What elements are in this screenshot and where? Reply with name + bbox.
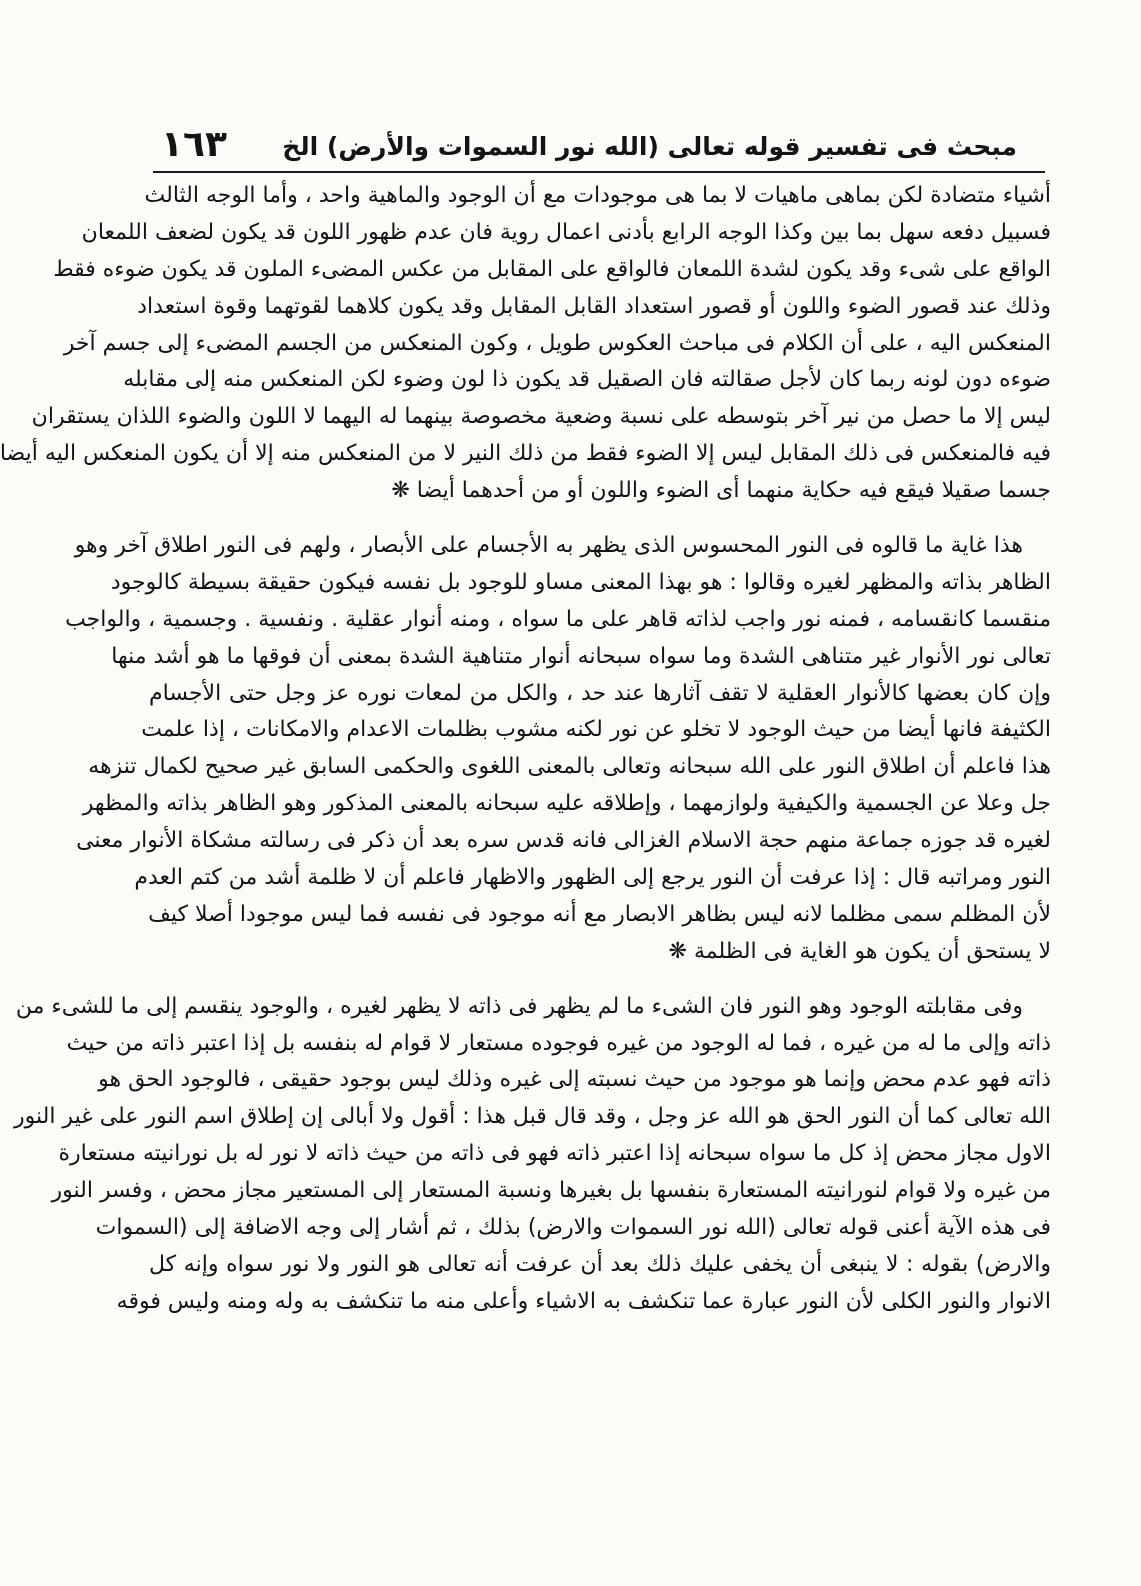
text-line: جل وعلا عن الجسمية والكيفية ولوازمهما ، وإطلاقه عليه سبحانه بالمعنى المذكور وهو الظاهر بذاته والمظهر [82,791,1051,817]
paragraph-gap [149,510,1051,528]
running-header [153,118,1045,174]
text-line: لغيره قد جوزه جماعة منهم حجة الاسلام الغزالى فانه قدس سره بعد أن ذكر فى رسالته مشكاة الأنوار معنى [76,828,1051,854]
body-text [0,178,1051,1321]
text-line: الله تعالى كما أن النور الحق هو الله عز وجل ، وقد قال قبل هذا : أقول ولا أبالى إن إطلاق اسم النور على غير النور [14,1104,1051,1130]
text-line: ليس إلا ما حصل من نير آخر بتوسطه على نسبة وضعية مخصوصة بينهما له اليهما لا اللون والضوء اللذان يستقران [31,404,1051,430]
text-line: تعالى نور الأنوار غير متناهى الشدة وما سواه سبحانه أنوار متناهية الشدة بمعنى أن فوقها ما هو أشد منها [111,643,1051,669]
text-line: ضوءه دون لونه ربما كان لأجل صقالته فان الصقيل قد يكون ذا لون وضوء لكن المنعكس منه إلى مقابله [123,367,1051,393]
text-line: وذلك عند قصور الضوء واللون أو قصور استعداد القابل المقابل وقد يكون كلاهما لقوتهما وقوة استعداد [137,293,1051,319]
text-line: الانوار والنور الكلى لأن النور عبارة عما تنكشف به الاشياء وأعلى منه ما تنكشف به وله ومنه وليس فوقه [116,1288,1051,1314]
text-line: هذا غاية ما قالوه فى النور المحسوس الذى يظهر به الأجسام على الأبصار ، ولهم فى النور اطلاق آخر وهو [74,533,1023,559]
text-line: ذاته وإلى ما له من غيره ، فما له الوجود من غيره فوجوده مستعار لا قوام له بنفسه بل إذا اعتبر ذاته من حيث [66,1030,1051,1056]
text-line: أشياء متضادة لكن بماهى ماهيات لا بما هى موجودات مع أن الوجود والماهية واحد ، وأما الوجه الثالث [144,183,1051,208]
page-number: ١٦٣ [161,124,227,165]
text-line: فيه فالمنعكس فى ذلك المقابل ليس إلا الضوء فقط من ذلك النير لا من المنعكس منه إلا أن يكون المنعكس اليه أيضا [0,441,1051,467]
text-line: من غيره ولا قوام لنورانيته المستعارة بنفسها بل بغيرها ونسبة المستعار إلى المستعير مجاز محض ، وفسر النور [51,1178,1051,1204]
text-line: النور ومراتبه قال : إذا عرفت أن النور يرجع إلى الظهور والاظهار فاعلم أن لا ظلمة أشد من كتم العدم [134,865,1051,891]
text-line: لا يستحق أن يكون هو الغاية فى الظلمة ❋ [668,938,1051,964]
paragraph-1 [0,178,1051,510]
text-line: فسبيل دفعه سهل بما بين وكذا الوجه الرابع بأدنى اعمال روية فان عدم ظهور اللون قد يكون لضعف اللمعان [81,219,1051,245]
paragraph-2 [65,528,1051,971]
header-title: مبحث فى تفسير قوله تعالى (الله نور السموات والأرض) الخ [282,132,1017,161]
text-line: وفى مقابلته الوجود وهو النور فان الشىء ما لم يظهر فى ذاته لا يظهر لغيره ، والوجود ينقسم إلى ما للشىء من [15,993,1023,1019]
text-line: الواقع على شىء وقد يكون لشدة اللمعان فالواقع على المقابل من عكس المضىء الملون قد يكون ضوءه فقط [53,256,1051,282]
text-line: والارض) بقوله : لا ينبغى أن يخفى عليك ذلك بعد أن عرفت أنه تعالى هو النور ولا نور سواه وإنه كل [149,1251,1051,1277]
text-line: جسما صقيلا فيقع فيه حكاية منهما أى الضوء واللون أو من أحدهما أيضا ❋ [391,478,1051,504]
text-line: المنعكس اليه ، على أن الكلام فى مباحث العكوس طويل ، وكون المنعكس من الجسم المضىء إلى جسم آخر [63,330,1051,356]
text-line: وإن كان بعضها كالأنوار العقلية لا تقف آثارها عند حد ، والكل من لمعات نوره عز وجل حتى الأجسام [149,680,1051,706]
text-line: لأن المظلم سمى مظلما لانه ليس بظاهر الابصار مع أنه موجود فى نفسه فما ليس موجودا أصلا كيف [148,901,1051,927]
text-line: الاول مجاز محض إذ كل ما سواه سبحانه إذا اعتبر ذاته فهو فى ذاته من حيث ذاته لا نور له بل نورانيته مستعارة [58,1141,1051,1167]
paragraph-gap [149,971,1051,989]
text-line: ذاته فهو عدم محض وإنما هو موجود من حيث نسبته إلى غيره وذلك ليس بوجود حقيقى ، فالوجود الحق هو [98,1067,1051,1093]
text-line: منقسما كانقسامه ، فمنه نور واجب لذاته قاهر على ما سواه ، ومنه أنوار عقلية . ونفسية . وجسمية ، والواجب [65,606,1051,632]
text-line: فى هذه الآية أعنى قوله تعالى (الله نور السموات والارض) بذلك ، ثم أشار إلى وجه الاضافة إلى (السموات [95,1215,1051,1241]
paragraph-3 [14,989,1051,1321]
text-line: الظاهر بذاته والمظهر لغيره وقالوا : هو بهذا المعنى مساو للوجود بل نفسه فيكون حقيقة بسيطة كالوجود [110,569,1051,595]
header-divider [153,171,1045,173]
text-line: هذا فاعلم أن اطلاق النور على الله سبحانه وتعالى بالمعنى اللغوى والحكمى السابق غير صحيح لكمال تنزهه [88,754,1051,780]
text-line: الكثيفة فانها أيضا من حيث الوجود لا تخلو عن نور لكنه مشوب بظلمات الاعدام والامكانات ، إذا علمت [141,717,1051,743]
